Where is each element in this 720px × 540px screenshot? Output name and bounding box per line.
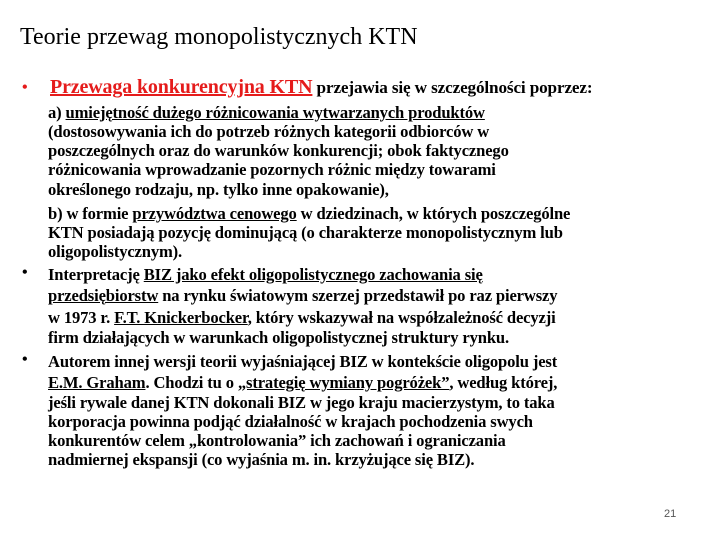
text-segment: konkurentów celem „kontrolowania” ich zachowań i ograniczania <box>48 431 506 450</box>
text-segment: KTN posiadają pozycję dominującą (o charakterze monopolistycznym lub <box>48 223 563 242</box>
text-segment: poszczególnych oraz do warunków konkurencji; obok faktycznego <box>48 141 509 160</box>
text-line <box>48 242 182 261</box>
text-line <box>48 352 557 371</box>
underlined-term: F.T. Knickerbocker <box>114 308 248 327</box>
underlined-term: umiejętność dużego różnicowania wytwarzanych produktów <box>65 103 485 122</box>
text-segment: Interpretację <box>48 265 144 284</box>
text-line <box>48 412 533 431</box>
text-line <box>48 286 557 305</box>
text-line <box>48 103 485 122</box>
text-line <box>48 328 509 347</box>
text-segment: oligopolistycznym). <box>48 242 183 261</box>
text-segment: na rynku światowym szerzej przedstawił po raz pierwszy <box>158 286 558 305</box>
text-segment: Autorem innej wersji teorii wyjaśniającej BIZ w kontekście oligopolu jest <box>48 352 558 371</box>
text-line <box>48 393 555 412</box>
underlined-term: BIZ jako efekt oligopolistycznego zachowania się <box>143 265 483 284</box>
text-segment: a) <box>48 103 66 122</box>
text-segment: (dostosowywania ich do potrzeb różnych kategorii odbiorców w <box>48 122 490 141</box>
bullet-icon: • <box>22 79 28 96</box>
slide-title: Teorie przewag monopolistycznych KTN <box>20 24 418 50</box>
text-segment: . Chodzi tu o <box>145 373 238 392</box>
text-segment: b) w formie <box>48 204 133 223</box>
bullet-icon: • <box>22 351 28 368</box>
text-segment: firm działających w warunkach oligopolistycznej struktury rynku. <box>48 328 510 347</box>
underlined-term: E.M. Graham <box>48 373 146 392</box>
text-segment: korporacja powinna podjąć działalność w krajach pochodzenia swych <box>48 412 533 431</box>
text-line <box>48 160 496 179</box>
text-line <box>48 223 563 242</box>
text-line <box>48 308 556 327</box>
text-line <box>48 431 506 450</box>
text-line <box>48 141 509 160</box>
text-segment: w 1973 r. <box>48 308 115 327</box>
text-line <box>48 450 474 469</box>
text-segment: , według której, <box>449 373 558 392</box>
text-segment: , który wskazywał na współzależność decyzji <box>247 308 556 327</box>
text-segment: różnicowania wprowadzanie pozornych różnic między towarami <box>48 160 496 179</box>
text-line <box>48 122 489 141</box>
text-line <box>50 78 592 97</box>
underlined-term: Przewaga konkurencyjna KTN <box>50 76 313 98</box>
page-number: 21 <box>664 508 677 520</box>
text-line <box>48 180 389 199</box>
underlined-term: przywództwa cenowego <box>132 204 297 223</box>
underlined-term: „strategię wymiany pogróżek” <box>237 373 450 392</box>
text-segment: w dziedzinach, w których poszczególne <box>296 204 571 223</box>
text-line <box>48 265 483 284</box>
text-segment: określonego rodzaju, np. tylko inne opakowanie), <box>48 180 389 199</box>
text-line <box>48 373 557 392</box>
bullet-icon: • <box>22 264 28 281</box>
underlined-term: przedsiębiorstw <box>48 286 159 305</box>
text-segment: jeśli rywale danej KTN dokonali BIZ w jego kraju macierzystym, to taka <box>48 393 555 412</box>
text-line <box>48 204 570 223</box>
text-segment: nadmiernej ekspansji (co wyjaśnia m. in. krzyżujące się BIZ). <box>48 450 475 469</box>
text-segment: przejawia się w szczególności poprzez: <box>312 78 593 97</box>
